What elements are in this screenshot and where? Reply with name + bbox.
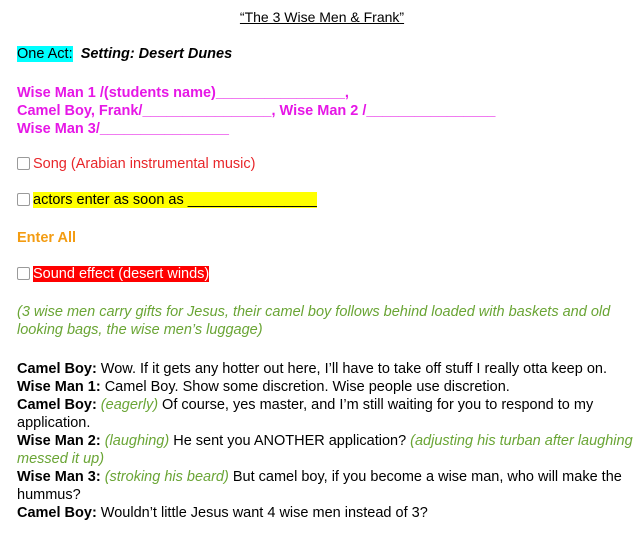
one-act-label: One Act: <box>17 46 73 62</box>
line-text: Wouldn’t little Jesus want 4 wise men instead of 3? <box>96 505 428 521</box>
cast-line-3: Wise Man 3/________________ <box>17 121 229 137</box>
speaker: Camel Boy: <box>17 361 97 377</box>
line-text: Wow. If it gets any hotter out here, I’ll have to take off stuff I really otta keep on. <box>96 361 607 377</box>
cue-sound-effect-label: Sound effect (desert winds) <box>33 266 210 282</box>
checkbox[interactable] <box>17 157 30 170</box>
dialogue-line <box>17 432 637 468</box>
cue-sound-effect <box>17 266 209 282</box>
dialogue-line <box>17 378 637 396</box>
line-text: Of course, yes master, and I’m still waiting for you to respond to my application. <box>17 397 594 431</box>
dialogue-line <box>17 360 637 378</box>
stage-note: (stroking his beard) <box>100 469 229 485</box>
act-setting-line <box>17 46 232 62</box>
dialogue-line <box>17 504 637 522</box>
line-text: He sent you ANOTHER application? <box>169 433 407 449</box>
speaker: Wise Man 2: <box>17 433 101 449</box>
setting-label: Setting: Desert Dunes <box>80 46 233 62</box>
stage-note: (eagerly) <box>96 397 159 413</box>
stage-note: (laughing) <box>100 433 170 449</box>
stage-direction: (3 wise men carry gifts for Jesus, their camel boy follows behind loaded with baskets and old looking bags, the wise men’s luggage) <box>17 304 611 338</box>
dialogue-line <box>17 468 637 504</box>
speaker: Wise Man 3: <box>17 469 101 485</box>
line-text: But camel boy, if you become a wise man, who will make the hummus? <box>17 469 622 503</box>
page-title: “The 3 Wise Men & Frank” <box>239 9 405 25</box>
enter-all-label: Enter All <box>17 230 77 246</box>
cue-actors-enter-label: actors enter as soon as ________________ <box>33 192 317 208</box>
dialogue-line <box>17 396 637 432</box>
checkbox[interactable] <box>17 193 30 206</box>
cue-song-label: Song (Arabian instrumental music) <box>33 156 256 172</box>
cast-line-2: Camel Boy, Frank/________________, Wise Man 2 /________________ <box>17 103 496 119</box>
cue-song <box>17 156 255 172</box>
speaker: Camel Boy: <box>17 505 97 521</box>
speaker: Camel Boy: <box>17 397 97 413</box>
checkbox[interactable] <box>17 267 30 280</box>
stage-note: (adjusting his turban after laughing messed it up) <box>17 433 633 467</box>
cast-line-1: Wise Man 1 /(students name)________________, <box>17 85 349 101</box>
speaker: Wise Man 1: <box>17 379 101 395</box>
dialogue <box>17 360 637 522</box>
line-text: Camel Boy. Show some discretion. Wise people use discretion. <box>100 379 510 395</box>
cue-actors-enter <box>17 192 317 208</box>
